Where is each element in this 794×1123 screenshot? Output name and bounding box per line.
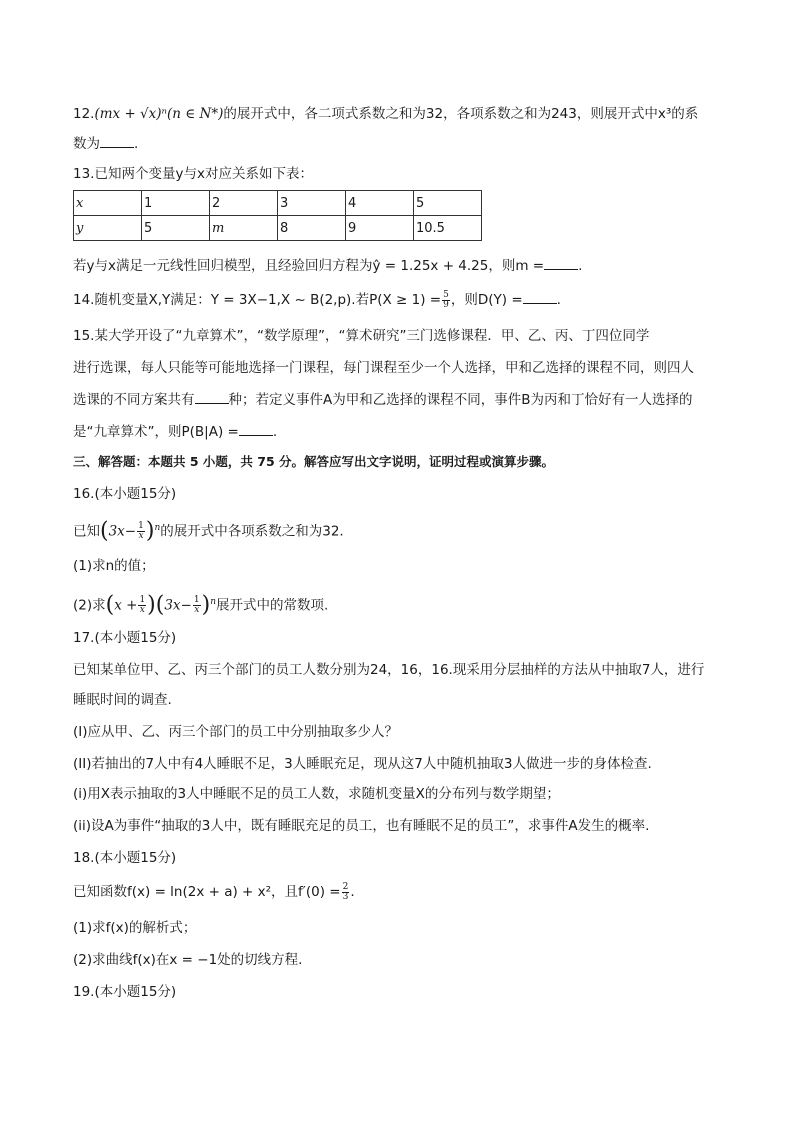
table-cell: 1 bbox=[142, 191, 210, 216]
table-cell: 2 bbox=[210, 191, 278, 216]
table-cell: 8 bbox=[278, 216, 346, 241]
table-cell: 9 bbox=[346, 216, 414, 241]
q17-part-2: (II)若抽出的7人中有4人睡眠不足，3人睡眠充足，现从这7人中随机抽取3人做进一步的身体检查. bbox=[73, 756, 652, 772]
q19-title: 19.(本小题15分) bbox=[73, 984, 177, 1000]
q12-expression: (mx + √x)ⁿ(n ∈ N*) bbox=[94, 106, 224, 122]
q17-title: 17.(本小题15分) bbox=[73, 630, 177, 646]
q16-stem-expr: 3x− bbox=[108, 523, 137, 540]
table-row-y bbox=[74, 216, 482, 241]
table-cell: 5 bbox=[142, 216, 210, 241]
q16-title: 16.(本小题15分) bbox=[73, 486, 177, 502]
q15-end: . bbox=[272, 424, 278, 440]
fraction: $\frac{1}{x}$ bbox=[138, 521, 144, 541]
fraction-numerator: 5 bbox=[443, 289, 449, 300]
table-cell: 3 bbox=[278, 191, 346, 216]
q12-line-1 bbox=[73, 104, 698, 124]
q18-title: 18.(本小题15分) bbox=[73, 850, 177, 866]
q12-end: . bbox=[134, 136, 139, 152]
fraction-numerator: 2 bbox=[342, 881, 349, 892]
q16-part-2a: (2)求 bbox=[73, 597, 106, 614]
fraction: $\frac{1}{x}$ bbox=[139, 595, 146, 615]
table-cell: 5 bbox=[414, 191, 482, 216]
fraction-denominator: 9 bbox=[443, 299, 449, 310]
q17-part-3: (i)用X表示抽取的3人中睡眠不足的员工人数，求随机变量X的分布列与数学期望； bbox=[73, 786, 560, 802]
q18-part-2: (2)求曲线f(x)在x = −1处的切线方程. bbox=[73, 952, 303, 968]
table-cell: 4 bbox=[346, 191, 414, 216]
q18-stem-end: . bbox=[350, 884, 355, 900]
table-cell: x bbox=[74, 191, 142, 216]
answer-blank[interactable] bbox=[100, 135, 134, 148]
section-heading: 三、解答题：本题共 5 小题，共 75 分。解答应写出文字说明，证明过程或演算步骤。 bbox=[73, 454, 555, 469]
q14-text-a: 14.随机变量X,Y满足：Y = 3X−1,X ~ B(2,p).若P(X ≥ 1) = bbox=[73, 292, 442, 308]
table-cell: m bbox=[210, 216, 278, 241]
fraction: $\frac{1}{x}$ bbox=[193, 595, 200, 615]
q12-text-1: 的展开式中，各二项式系数之和为32，各项系数之和为243，则展开式中x³的系 bbox=[223, 106, 699, 122]
q15-text-4a: 是“九章算术”，则P(B|A) = bbox=[73, 424, 239, 440]
q15-text-3b: 种；若定义事件A为甲和乙选择的课程不同，事件B为丙和丁恰好有一人选择的 bbox=[228, 392, 693, 408]
q16-stem-b: 的展开式中各项系数之和为32. bbox=[160, 523, 344, 540]
q15-line-2: 进行选课，每人只能等可能地选择一门课程，每门课程至少一个人选择，甲和乙选择的课程不同，则四人 bbox=[73, 360, 694, 376]
q15-line-1: 15.某大学开设了“九章算术”，“数学原理”，“算术研究”三门选修课程．甲、乙、丙、丁四位同学 bbox=[73, 328, 650, 344]
q18-stem bbox=[73, 882, 355, 902]
q16-part-2b: 展开式中的常数项. bbox=[215, 597, 329, 614]
q13-table bbox=[73, 190, 482, 241]
q17-line-2: 睡眠时间的调查. bbox=[73, 692, 172, 708]
q16-part-1: (1)求n的值； bbox=[73, 558, 155, 574]
table-cell: 10.5 bbox=[414, 216, 482, 241]
q12-number: 12. bbox=[73, 106, 95, 122]
q18-part-1: (1)求f(x)的解析式； bbox=[73, 920, 197, 936]
q12-line-2 bbox=[73, 134, 138, 154]
answer-blank[interactable] bbox=[239, 423, 273, 436]
q18-stem-a: 已知函数f(x) = ln(2x + a) + x²，且f′(0) = bbox=[73, 884, 341, 900]
q17-part-1: (I)应从甲、乙、丙三个部门的员工中分别抽取多少人？ bbox=[73, 724, 399, 740]
q13-end: . bbox=[578, 258, 583, 274]
q17-line-1: 已知某单位甲、乙、丙三个部门的员工人数分别为24，16，16.现采用分层抽样的方法从中抽取7人，进行 bbox=[73, 662, 705, 678]
q15-text-3a: 选课的不同方案共有 bbox=[73, 392, 195, 408]
q14-text-b: ，则D(Y) = bbox=[450, 292, 523, 308]
q12-text-2: 数为 bbox=[73, 136, 100, 152]
q13-text-2: 若y与x满足一元线性回归模型，且经验回归方程为ŷ = 1.25x + 4.25，则m = bbox=[73, 258, 545, 274]
answer-blank[interactable] bbox=[523, 291, 557, 304]
q13-line-2 bbox=[73, 256, 582, 276]
q17-part-4: (ii)设A为事件“抽取的3人中，既有睡眠充足的员工，也有睡眠不足的员工”，求事件A发生的概率. bbox=[73, 818, 650, 834]
q16-part-2: (2)求(x + $\frac{1}{x}$ )(3x− $\frac{1}{x}$ )$^n$展开式中的常数项. bbox=[73, 592, 329, 618]
q15-line-4 bbox=[73, 422, 277, 442]
fraction bbox=[342, 883, 350, 902]
q16-stem: 已知(3x− $\frac{1}{x}$ )$^n$的展开式中各项系数之和为32. bbox=[73, 518, 344, 544]
fraction bbox=[442, 291, 450, 310]
q14-line bbox=[73, 290, 561, 310]
q14-end: . bbox=[556, 292, 561, 308]
table-cell: y bbox=[74, 216, 142, 241]
q15-line-3 bbox=[73, 390, 693, 410]
answer-blank[interactable] bbox=[195, 391, 229, 404]
answer-blank[interactable] bbox=[544, 257, 578, 270]
q16-stem-a: 已知 bbox=[73, 523, 100, 540]
fraction-denominator: 3 bbox=[342, 891, 349, 902]
q13-line-1: 13.已知两个变量y与x对应关系如下表： bbox=[73, 166, 313, 182]
table-row-x bbox=[74, 191, 482, 216]
